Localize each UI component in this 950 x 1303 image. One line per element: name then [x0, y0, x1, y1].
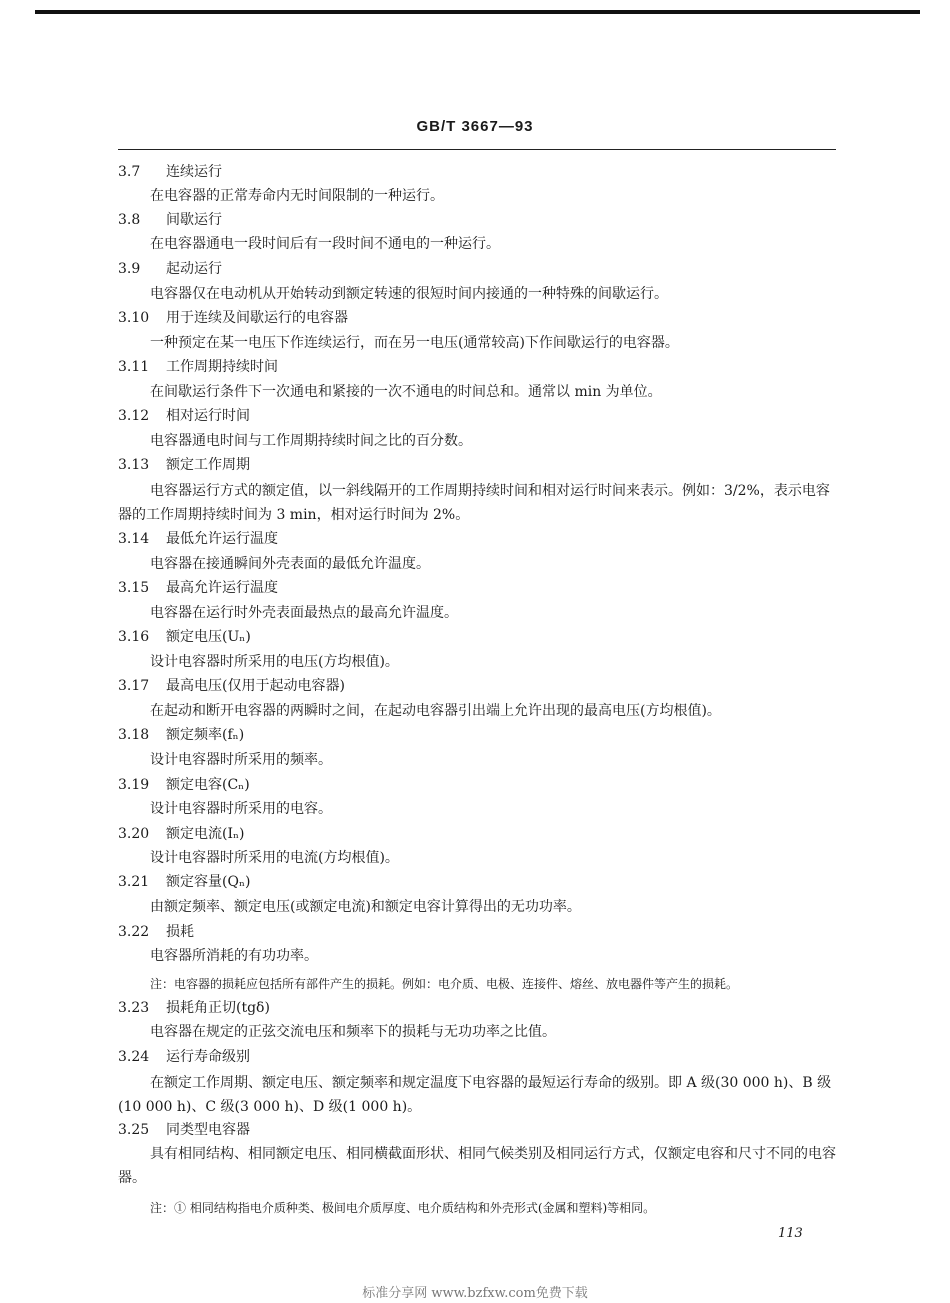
- clause-title: 最高允许运行温度: [166, 580, 278, 596]
- clause-number: 3.19: [118, 777, 150, 793]
- clause-heading: [118, 527, 838, 551]
- clause-number: 3.17: [118, 678, 150, 694]
- clause-number: 3.21: [118, 874, 150, 890]
- clause-number: 3.25: [118, 1122, 150, 1138]
- clause-definition: 设计电容器时所采用的频率。: [150, 752, 332, 768]
- clause-definition: 设计电容器时所采用的电流(方均根值)。: [150, 850, 399, 866]
- clause-title: 最高电压(仅用于起动电容器): [166, 678, 345, 694]
- clause-definition: 电容器所消耗的有功功率。: [150, 948, 318, 964]
- clause-definition: 具有相同结构、相同额定电压、相同横截面形状、相同气候类别及相同运行方式，仅额定电容和尺寸不同的电容器。: [118, 1146, 836, 1186]
- clause-heading: [118, 625, 838, 649]
- clause-title: 额定电压(Uₙ): [166, 629, 251, 645]
- clause-heading: [118, 920, 838, 944]
- clause-definition: 在电容器通电一段时间后有一段时间不通电的一种运行。: [150, 236, 500, 252]
- page-number: 113: [778, 1226, 803, 1241]
- clause-title: 连续运行: [166, 164, 222, 180]
- clause-title: 损耗: [166, 924, 194, 940]
- clause-number: 3.14: [118, 531, 150, 547]
- clause-number: 3.13: [118, 457, 150, 473]
- clause-number: 3.22: [118, 924, 150, 940]
- clause-number: 3.20: [118, 826, 150, 842]
- clause-number: 3.11: [118, 359, 150, 375]
- clause-number: 3.24: [118, 1049, 150, 1065]
- clause-number: 3.16: [118, 629, 150, 645]
- clause-definition: 电容器通电时间与工作周期持续时间之比的百分数。: [150, 433, 472, 449]
- clause-heading: [118, 576, 838, 600]
- header-rule: [118, 149, 836, 150]
- standard-code-header: GB/T 3667—93: [416, 118, 534, 135]
- clause-heading: [118, 404, 838, 428]
- clause-definition: 在间歇运行条件下一次通电和紧接的一次不通电的时间总和。通常以 min 为单位。: [150, 384, 662, 400]
- clause-heading: [118, 160, 838, 184]
- clause-heading: [118, 870, 838, 894]
- clause-title: 工作周期持续时间: [166, 359, 278, 375]
- clause-definition: 电容器在运行时外壳表面最热点的最高允许温度。: [150, 605, 458, 621]
- clause-heading: [118, 674, 838, 698]
- clause-definition: 在起动和断开电容器的两瞬时之间，在起动电容器引出端上允许出现的最高电压(方均根值)。: [150, 703, 721, 719]
- clause-heading: [118, 208, 838, 232]
- clause-number: 3.23: [118, 1000, 150, 1016]
- clause-heading: [118, 306, 838, 330]
- clause-title: 间歇运行: [166, 212, 222, 228]
- clause-heading: [118, 1118, 838, 1142]
- clause-definition: 在电容器的正常寿命内无时间限制的一种运行。: [150, 188, 444, 204]
- clause-number: 3.12: [118, 408, 150, 424]
- clause-heading: [118, 257, 838, 281]
- clause-number: 3.9: [118, 261, 141, 277]
- clause-definition: 设计电容器时所采用的电容。: [150, 801, 332, 817]
- clause-definition: 电容器在接通瞬间外壳表面的最低允许温度。: [150, 556, 430, 572]
- watermark-footer: 标准分享网 www.bzfxw.com免费下载: [362, 1286, 588, 1301]
- clause-title: 相对运行时间: [166, 408, 250, 424]
- clause-title: 用于连续及间歇运行的电容器: [166, 310, 348, 326]
- clause-title: 最低允许运行温度: [166, 531, 278, 547]
- clause-heading: [118, 723, 838, 747]
- clause-heading: [118, 453, 838, 477]
- clause-definition: 电容器运行方式的额定值，以一斜线隔开的工作周期持续时间和相对运行时间来表示。例如：3/2%，表示电容器的工作周期持续时间为 3 min，相对运行时间为 2%。: [118, 483, 830, 523]
- clause-note: 注：电容器的损耗应包括所有部件产生的损耗。例如：电介质、电极、连接件、熔丝、放电器件等产生的损耗。: [150, 977, 739, 991]
- clause-definition: 一种预定在某一电压下作连续运行，而在另一电压(通常较高)下作间歇运行的电容器。: [150, 335, 679, 351]
- clause-title: 额定电流(Iₙ): [166, 826, 245, 842]
- clause-definition: 电容器仅在电动机从开始转动到额定转速的很短时间内接通的一种特殊的间歇运行。: [150, 286, 668, 302]
- clause-heading: [118, 996, 838, 1020]
- clause-title: 起动运行: [166, 261, 222, 277]
- clause-title: 额定工作周期: [166, 457, 250, 473]
- clause-heading: [118, 1045, 838, 1069]
- clause-title: 同类型电容器: [166, 1122, 250, 1138]
- clause-number: 3.15: [118, 580, 150, 596]
- clause-definition: 电容器在规定的正弦交流电压和频率下的损耗与无功功率之比值。: [150, 1024, 556, 1040]
- clause-title: 运行寿命级别: [166, 1049, 250, 1065]
- clause-heading: [118, 355, 838, 379]
- top-border-rule: [35, 10, 920, 14]
- clause-heading: [118, 822, 838, 846]
- clause-title: 额定频率(fₙ): [166, 727, 245, 743]
- clause-heading: [118, 773, 838, 797]
- clause-title: 损耗角正切(tgδ): [166, 1000, 270, 1016]
- clause-definition: 由额定频率、额定电压(或额定电流)和额定电容计算得出的无功功率。: [150, 899, 581, 915]
- clause-number: 3.10: [118, 310, 150, 326]
- clause-definition: 在额定工作周期、额定电压、额定频率和规定温度下电容器的最短运行寿命的级别。即 A 级(30 000 h)、B 级(10 000 h)、C 级(3 000 h)、D 级(1 000 h)。: [118, 1075, 832, 1115]
- clause-number: 3.8: [118, 212, 141, 228]
- clause-number: 3.18: [118, 727, 150, 743]
- clause-note: 注：① 相同结构指电介质种类、极间电介质厚度、电介质结构和外壳形式(金属和塑料)等相同。: [150, 1201, 656, 1215]
- clause-title: 额定电容(Cₙ): [166, 777, 250, 793]
- clause-number: 3.7: [118, 164, 141, 180]
- clause-definition: 设计电容器时所采用的电压(方均根值)。: [150, 654, 399, 670]
- clause-title: 额定容量(Qₙ): [166, 874, 251, 890]
